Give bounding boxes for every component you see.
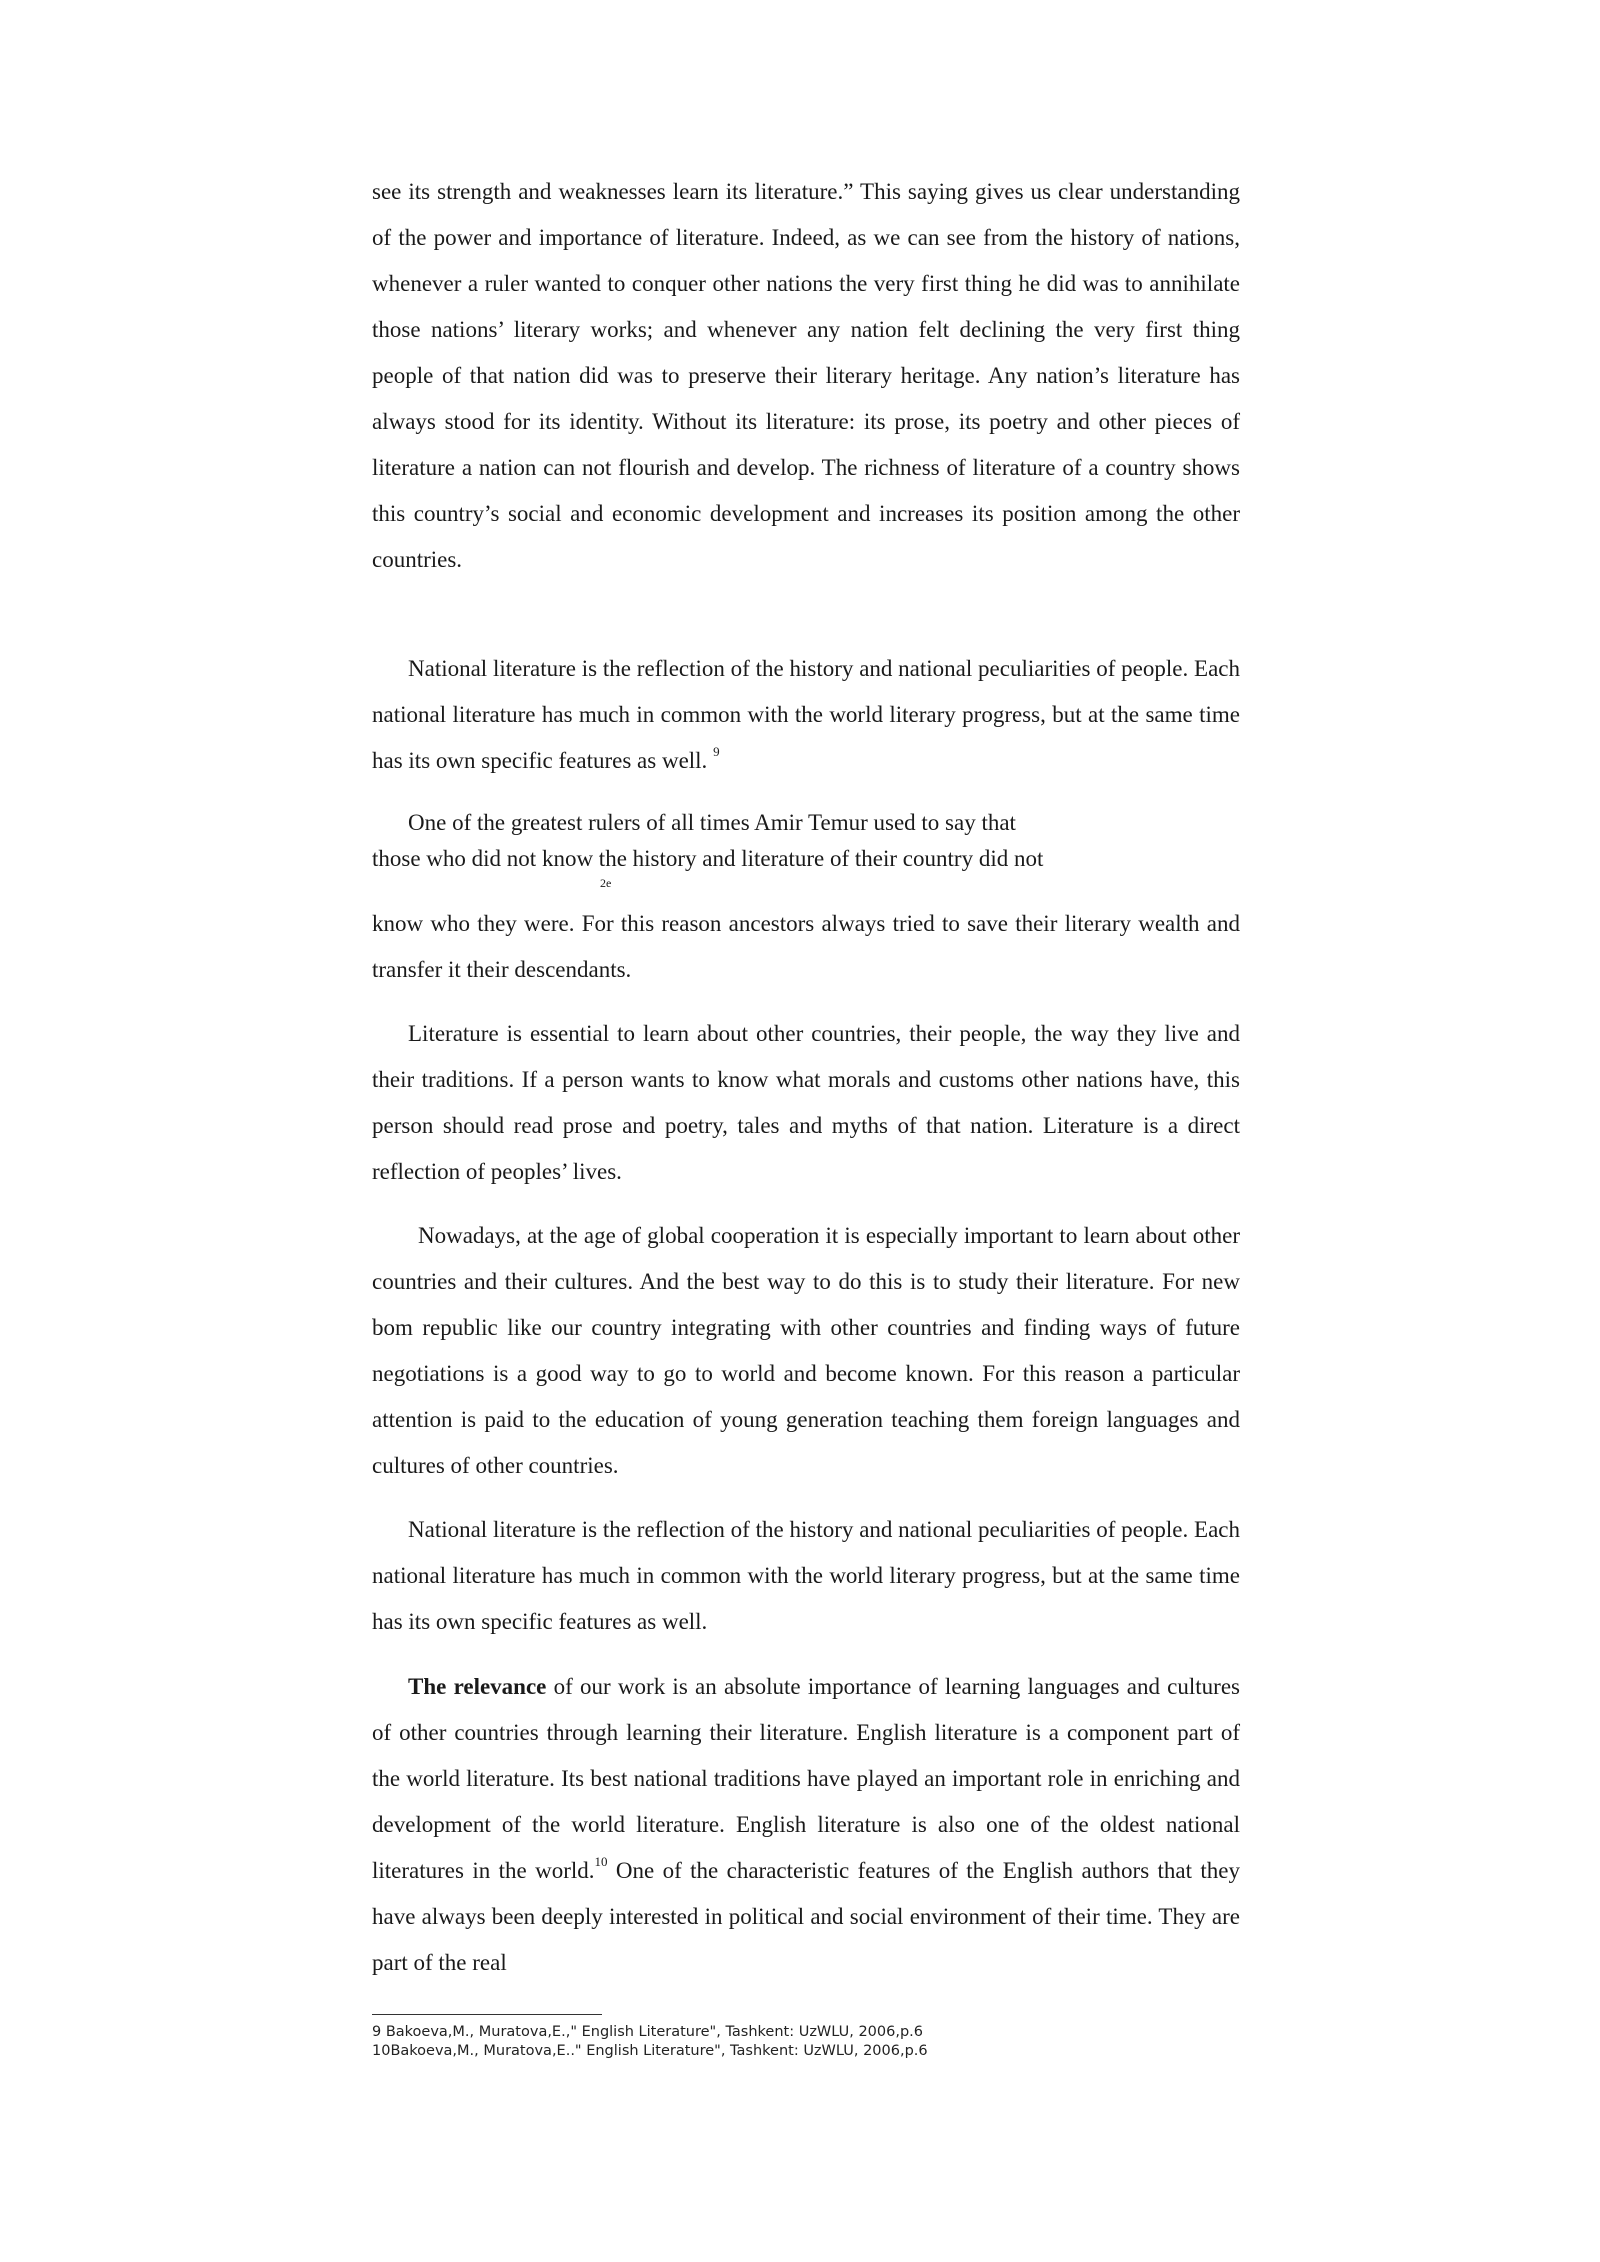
footnote-9: 9 Bakoeva,M., Muratova,E.," English Literature", Tashkent: UzWLU, 2006,p.6 [372,2024,923,2040]
stray-footnote-mark: 2e [600,876,612,890]
paragraph-literature-power: see its strength and weaknesses learn its literature.” This saying gives us clear understanding of the power and importance of literature. Indeed, as we can see from the history of nations, whenever a ruler wanted to conquer other nations the very first thing he did was to annihilate those nations’ literary works; and whenever any nation felt declining the very first thing people of that nation did was to preserve their literary heritage. Any nation’s literature has always stood for its identity. Without its literature: its prose, its poetry and other pieces of literature a nation can not flourish and develop. The richness of literature of a country shows this country’s social and economic development and increases its position among the other countries. [372,179,1240,572]
paragraph-national-literature-repeat: National literature is the reflection of the history and national peculiarities of people. Each national literature has much in common with the world literary progress, but at the same time has its own specific features as well. [372,1517,1240,1634]
footnote-ref-9[interactable]: 9 [713,744,720,760]
paragraph-amir-temur-line-2: those who did not know the history and literature of their country did not [372,846,1044,871]
relevance-text-part-2: One of the characteristic features of the English authors that they have always been deeply interested in political and social environment of their time. They are part of the real [372,1858,1241,1975]
footnote-ref-10[interactable]: 10 [594,1854,608,1870]
relevance-heading: The relevance [408,1674,547,1699]
paragraph-national-literature [372,646,1240,784]
paragraph-literature-essential: Literature is essential to learn about other countries, their people, the way they live and their traditions. If a person wants to know what morals and customs other nations have, this person should read prose and poetry, tales and myths of that nation. Literature is a direct reflection of peoples’ lives. [372,1021,1240,1184]
footnote-10: 10Bakoeva,M., Muratova,E.." English Literature", Tashkent: UzWLU, 2006,p.6 [372,2043,928,2059]
paragraph-amir-temur-line-1: One of the greatest rulers of all times Amir Temur used to say that [408,810,1016,835]
paragraph-global-cooperation: Nowadays, at the age of global cooperation it is especially important to learn about other countries and their cultures. And the best way to do this is to study their literature. For new bom republic like our country integrating with other countries and finding ways of future negotiations is a good way to go to world and become known. For this reason a particular attention is paid to the education of young generation teaching them foreign languages and cultures of other countries. [372,1223,1240,1478]
paragraph-relevance [372,1664,1240,1986]
paragraph-national-literature-text: National literature is the reflection of the history and national peculiarities of people. Each national literature has much in common with the world literary progress, but at the same time has its own specific features as well. [372,656,1240,773]
relevance-text-part-1: of our work is an absolute importance of learning languages and cultures of other countries through learning their literature. English literature is a component part of the world literature. Its best national traditions have played an important role in enriching and development of the world literature. English literature is also one of the oldest national literatures in the world. [372,1674,1240,1883]
footnote-separator [372,2014,602,2015]
paragraph-amir-temur-rest: know who they were. For this reason ancestors always tried to save their literary wealth and transfer it their descendants. [372,911,1240,982]
